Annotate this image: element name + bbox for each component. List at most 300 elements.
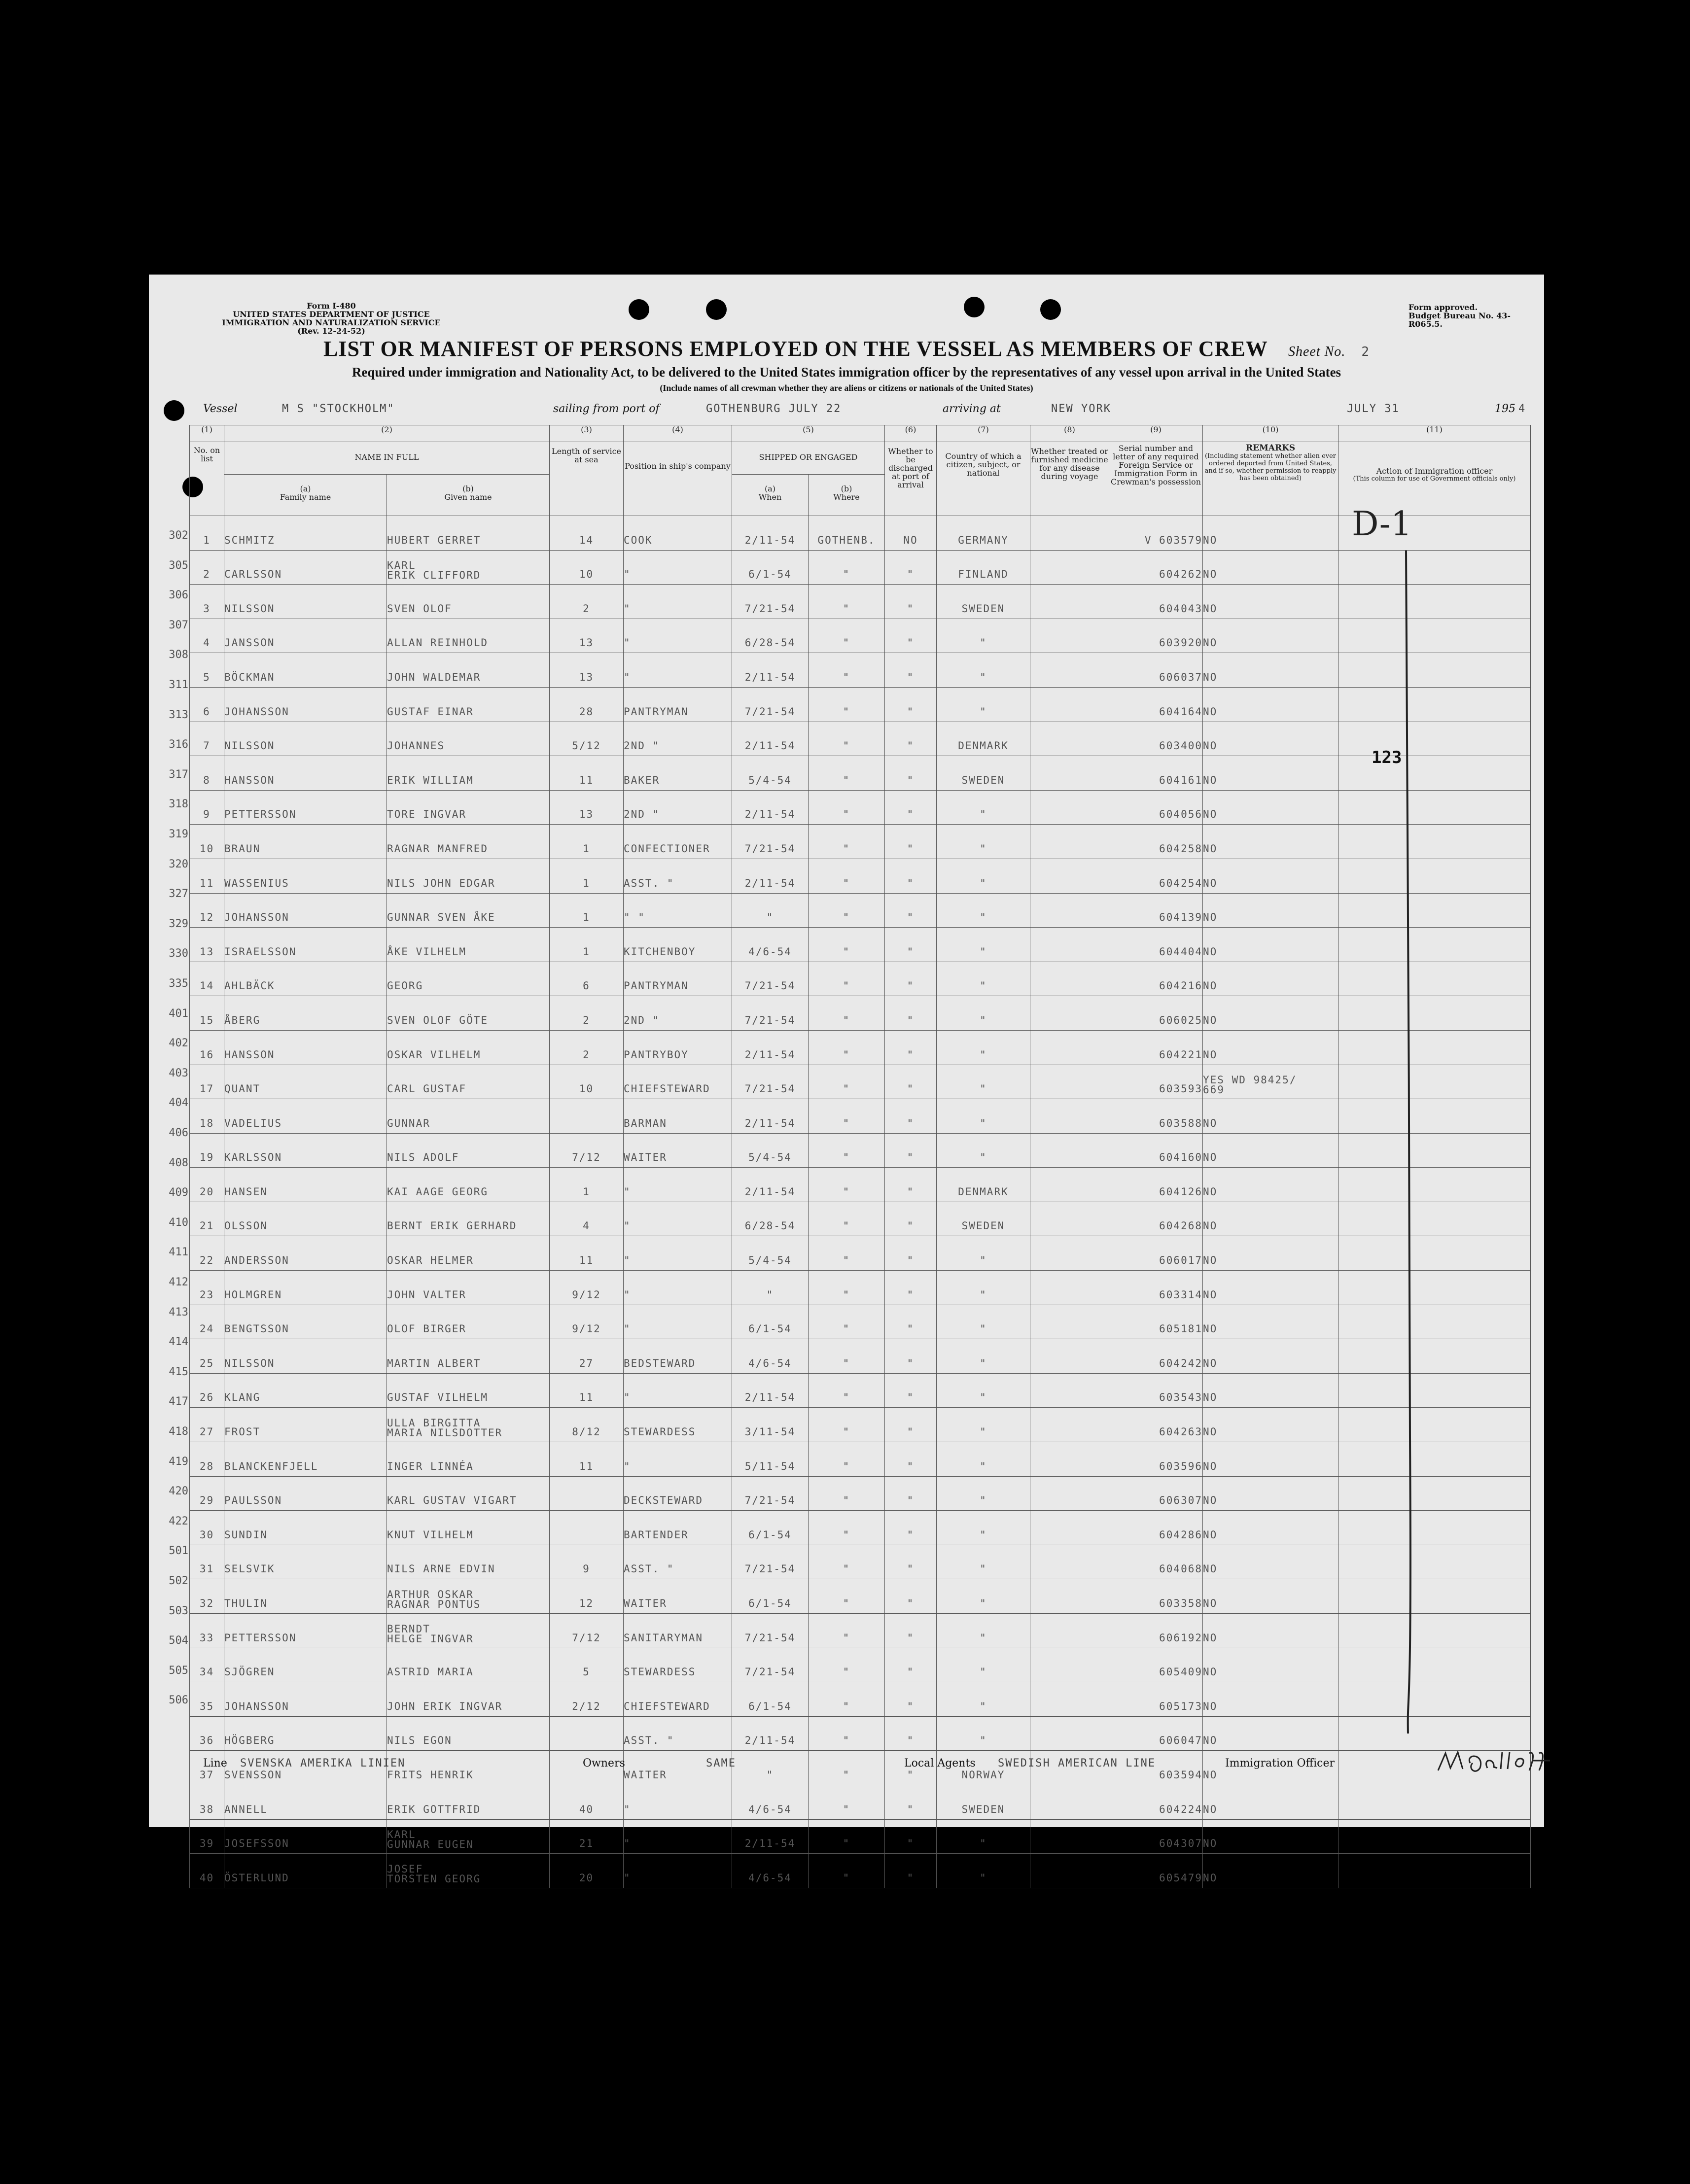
service: IMMIGRATION AND NATURALIZATION SERVICE xyxy=(222,318,441,327)
row-number-cell: 33 xyxy=(190,1614,224,1648)
serial-number-cell: 604160 xyxy=(1109,1133,1203,1168)
position-header: Position in ship's company xyxy=(624,442,732,516)
length-of-service-cell: 4 xyxy=(550,1202,624,1236)
position-cell: DECKSTEWARD xyxy=(624,1476,732,1511)
position-cell: BAKER xyxy=(624,756,732,791)
shipped-where-cell: " xyxy=(809,859,885,893)
row-number-cell: 30 xyxy=(190,1511,224,1545)
action-cell xyxy=(1338,859,1531,893)
remarks-cell: NO xyxy=(1203,756,1338,791)
col-num: (9) xyxy=(1109,425,1203,442)
shipped-when-cell: 2/11-54 xyxy=(732,1373,809,1408)
line-name: SVENSKA AMERIKA LINIEN xyxy=(240,1757,406,1769)
treated-cell xyxy=(1030,1339,1109,1374)
serial-number-cell: 605409 xyxy=(1109,1648,1203,1682)
remarks-cell: NO xyxy=(1203,1133,1338,1168)
given-name-cell: GEORG xyxy=(387,962,550,996)
remarks-cell: NO xyxy=(1203,1030,1338,1065)
country-cell: " xyxy=(937,859,1030,893)
action-cell xyxy=(1338,1065,1531,1099)
sailing-label: sailing from port of xyxy=(553,403,660,415)
row-number-cell: 1 xyxy=(190,516,224,551)
action-cell xyxy=(1338,687,1531,722)
family-name-cell: ANNELL xyxy=(224,1785,387,1819)
shipped-where-cell: " xyxy=(809,1133,885,1168)
table-row xyxy=(190,1682,1531,1717)
family-name-cell: JOHANSSON xyxy=(224,893,387,928)
treated-cell xyxy=(1030,1511,1109,1545)
treated-cell xyxy=(1030,1682,1109,1717)
shipped-where-cell: " xyxy=(809,1271,885,1305)
action-cell xyxy=(1338,585,1531,619)
shipped-where-cell: " xyxy=(809,1168,885,1202)
given-name-cell: KARL ERIK CLIFFORD xyxy=(387,550,550,585)
length-of-service-cell: 1 xyxy=(550,825,624,859)
given-name-cell: ALLAN REINHOLD xyxy=(387,619,550,653)
family-name-cell: JOHANSSON xyxy=(224,1682,387,1717)
family-name-cell: PETTERSSON xyxy=(224,790,387,825)
shipped-when-cell: 6/1-54 xyxy=(732,1682,809,1717)
family-name-cell: PAULSSON xyxy=(224,1476,387,1511)
country-cell: " xyxy=(937,1819,1030,1854)
remarks-cell: NO xyxy=(1203,653,1338,688)
action-cell xyxy=(1338,1408,1531,1442)
family-name-cell: SELSVIK xyxy=(224,1545,387,1579)
family-name-cell: KLANG xyxy=(224,1373,387,1408)
row-number-cell: 5 xyxy=(190,653,224,688)
remarks-cell: NO xyxy=(1203,687,1338,722)
given-name-cell: GUNNAR xyxy=(387,1099,550,1134)
serial-number-cell: 604221 xyxy=(1109,1030,1203,1065)
vessel-name: M S "STOCKHOLM" xyxy=(282,403,395,415)
position-cell: CHIEFSTEWARD xyxy=(624,1065,732,1099)
shipped-where-cell: " xyxy=(809,1614,885,1648)
family-name-cell: KARLSSON xyxy=(224,1133,387,1168)
treated-cell xyxy=(1030,1236,1109,1271)
given-name-cell: OSKAR HELMER xyxy=(387,1236,550,1271)
table-row xyxy=(190,928,1531,962)
country-cell: " xyxy=(937,1373,1030,1408)
treated-cell xyxy=(1030,962,1109,996)
country-header: Country of which a citizen, subject, or national xyxy=(937,442,1030,516)
shipped-when-cell: 6/28-54 xyxy=(732,619,809,653)
margin-number: 318 xyxy=(169,798,188,811)
row-number-cell: 3 xyxy=(190,585,224,619)
table-row xyxy=(190,1305,1531,1339)
length-of-service-cell xyxy=(550,1099,624,1134)
position-cell: " xyxy=(624,1442,732,1477)
serial-number-cell: 605173 xyxy=(1109,1682,1203,1717)
shipped-where-cell: " xyxy=(809,1476,885,1511)
remarks-cell: NO xyxy=(1203,928,1338,962)
row-number-cell: 29 xyxy=(190,1476,224,1511)
shipped-when-cell: 2/11-54 xyxy=(732,1168,809,1202)
shipped-when-cell: " xyxy=(732,1271,809,1305)
given-name-cell: ARTHUR OSKAR RAGNAR PONTUS xyxy=(387,1579,550,1614)
serial-number-cell: 603314 xyxy=(1109,1271,1203,1305)
family-name-cell: JANSSON xyxy=(224,619,387,653)
table-row xyxy=(190,1236,1531,1271)
shipped-where-cell: " xyxy=(809,550,885,585)
shipped-when-cell: 7/21-54 xyxy=(732,996,809,1031)
remarks-cell: NO xyxy=(1203,1579,1338,1614)
serial-number-cell: V 603579 xyxy=(1109,516,1203,551)
country-cell: " xyxy=(937,1408,1030,1442)
treated-cell xyxy=(1030,996,1109,1031)
shipped-when-cell: 7/21-54 xyxy=(732,1648,809,1682)
shipped-where-cell: " xyxy=(809,996,885,1031)
remarks-cell: NO xyxy=(1203,1648,1338,1682)
length-of-service-cell: 9/12 xyxy=(550,1305,624,1339)
given-name-cell: GUSTAF VILHELM xyxy=(387,1373,550,1408)
margin-number: 317 xyxy=(169,768,188,781)
table-row xyxy=(190,1133,1531,1168)
treated-cell xyxy=(1030,516,1109,551)
given-name-cell: ASTRID MARIA xyxy=(387,1648,550,1682)
shipped-where-cell: " xyxy=(809,1030,885,1065)
serial-number-cell: 603596 xyxy=(1109,1442,1203,1477)
length-of-service-cell: 2 xyxy=(550,585,624,619)
table-row xyxy=(190,1614,1531,1648)
table-row xyxy=(190,1545,1531,1579)
family-name-cell: SVENSSON xyxy=(224,1751,387,1785)
country-cell: " xyxy=(937,1305,1030,1339)
shipped-where-cell: " xyxy=(809,1545,885,1579)
row-number-cell: 28 xyxy=(190,1442,224,1477)
table-row xyxy=(190,1339,1531,1374)
revision: (Rev. 12-24-52) xyxy=(297,326,365,336)
country-cell: " xyxy=(937,1854,1030,1888)
remarks-cell: NO xyxy=(1203,859,1338,893)
country-cell: " xyxy=(937,962,1030,996)
discharged-cell: " xyxy=(885,1819,937,1854)
family-name-cell: HANSEN xyxy=(224,1168,387,1202)
arrival-date: JULY 31 xyxy=(1347,403,1400,415)
row-number-cell: 27 xyxy=(190,1408,224,1442)
remarks-cell: NO xyxy=(1203,1682,1338,1717)
position-cell: " xyxy=(624,1236,732,1271)
action-cell xyxy=(1338,1236,1531,1271)
row-number-cell: 35 xyxy=(190,1682,224,1717)
shipped-when-cell: 6/1-54 xyxy=(732,1511,809,1545)
position-cell: KITCHENBOY xyxy=(624,928,732,962)
column-numbers xyxy=(190,425,1531,442)
where-sub-letter: (b) xyxy=(841,484,852,493)
remarks-sub: (Including statement whether alien ever ordered deported from United States, and if so, whether permission to reapply has been obtained) xyxy=(1204,452,1337,482)
given-name-cell: FRITS HENRIK xyxy=(387,1751,550,1785)
remarks-cell: NO xyxy=(1203,1854,1338,1888)
margin-number: 313 xyxy=(169,708,188,721)
shipped-when-cell: " xyxy=(732,893,809,928)
year-prefix: 195 xyxy=(1495,403,1515,415)
action-cell xyxy=(1338,1442,1531,1477)
margin-number: 419 xyxy=(169,1455,188,1468)
country-cell: DENMARK xyxy=(937,1168,1030,1202)
owners-name: SAME xyxy=(706,1757,736,1769)
length-of-service-cell: 5/12 xyxy=(550,722,624,756)
discharged-cell: " xyxy=(885,1579,937,1614)
length-of-service-cell: 13 xyxy=(550,790,624,825)
serial-number-cell: 604242 xyxy=(1109,1339,1203,1374)
given-name-cell: CARL GUSTAF xyxy=(387,1065,550,1099)
table-row xyxy=(190,1854,1531,1888)
shipped-when-cell: 2/11-54 xyxy=(732,1819,809,1854)
discharged-cell: " xyxy=(885,1305,937,1339)
given-name-cell: NILS ADOLF xyxy=(387,1133,550,1168)
shipped-where-cell: " xyxy=(809,893,885,928)
discharged-cell: " xyxy=(885,1854,937,1888)
discharged-cell: " xyxy=(885,1442,937,1477)
given-name-cell: ERIK GOTTFRID xyxy=(387,1785,550,1819)
country-cell: " xyxy=(937,1442,1030,1477)
action-cell xyxy=(1338,996,1531,1031)
length-of-service-cell: 20 xyxy=(550,1854,624,1888)
length-of-service-cell: 1 xyxy=(550,893,624,928)
row-number-cell: 39 xyxy=(190,1819,224,1854)
remarks-cell: NO xyxy=(1203,1202,1338,1236)
treated-cell xyxy=(1030,825,1109,859)
length-of-service-cell: 10 xyxy=(550,550,624,585)
given-name-cell: ULLA BIRGITTA MARIA NILSDOTTER xyxy=(387,1408,550,1442)
treated-cell xyxy=(1030,1305,1109,1339)
margin-number: 311 xyxy=(169,679,188,691)
margin-number: 418 xyxy=(169,1425,188,1438)
remarks-header xyxy=(1203,442,1338,516)
country-cell: " xyxy=(937,1648,1030,1682)
position-cell: " " xyxy=(624,893,732,928)
family-name-cell: HANSSON xyxy=(224,756,387,791)
shipped-where-cell: " xyxy=(809,619,885,653)
col-num: (8) xyxy=(1030,425,1109,442)
shipped-where-cell: " xyxy=(809,1785,885,1819)
family-name-cell: SJÖGREN xyxy=(224,1648,387,1682)
table-row xyxy=(190,1030,1531,1065)
family-name-cell: ÅBERG xyxy=(224,996,387,1031)
margin-number: 413 xyxy=(169,1306,188,1318)
margin-number: 506 xyxy=(169,1694,188,1707)
margin-number: 308 xyxy=(169,649,188,661)
discharged-cell: " xyxy=(885,893,937,928)
remarks-cell: NO xyxy=(1203,1545,1338,1579)
margin-number: 305 xyxy=(169,559,188,572)
row-number-cell: 7 xyxy=(190,722,224,756)
serial-number-cell: 604139 xyxy=(1109,893,1203,928)
row-number-cell: 13 xyxy=(190,928,224,962)
margin-number: 417 xyxy=(169,1395,188,1408)
country-cell: " xyxy=(937,619,1030,653)
serial-number-cell: 603920 xyxy=(1109,619,1203,653)
shipped-where-cell: " xyxy=(809,1854,885,1888)
given-name-cell: KARL GUSTAV VIGART xyxy=(387,1476,550,1511)
col-num: (5) xyxy=(732,425,885,442)
discharged-cell: " xyxy=(885,619,937,653)
row-number-cell: 15 xyxy=(190,996,224,1031)
length-of-service-cell: 6 xyxy=(550,962,624,996)
table-row xyxy=(190,1065,1531,1099)
discharged-cell: " xyxy=(885,996,937,1031)
position-cell: ASST. " xyxy=(624,1716,732,1751)
given-name-cell: JOHANNES xyxy=(387,722,550,756)
position-cell: BARTENDER xyxy=(624,1511,732,1545)
shipped-where-cell: " xyxy=(809,1099,885,1134)
action-cell xyxy=(1338,1819,1531,1854)
action-cell xyxy=(1338,619,1531,653)
country-cell: FINLAND xyxy=(937,550,1030,585)
length-of-service-cell: 2/12 xyxy=(550,1682,624,1717)
shipped-where-cell: " xyxy=(809,1648,885,1682)
remarks-cell: NO xyxy=(1203,1511,1338,1545)
shipped-when-cell: 7/21-54 xyxy=(732,962,809,996)
action-cell xyxy=(1338,1305,1531,1339)
given-name-cell: KNUT VILHELM xyxy=(387,1511,550,1545)
punch-hole xyxy=(964,297,985,317)
table-row xyxy=(190,1271,1531,1305)
table-row xyxy=(190,1408,1531,1442)
table-row xyxy=(190,825,1531,859)
country-cell: " xyxy=(937,1099,1030,1134)
position-cell: WAITER xyxy=(624,1133,732,1168)
action-cell xyxy=(1338,790,1531,825)
shipped-header: SHIPPED OR ENGAGED xyxy=(732,442,885,475)
length-of-service-cell: 13 xyxy=(550,653,624,688)
row-number-cell: 36 xyxy=(190,1716,224,1751)
shipped-when-cell: 7/21-54 xyxy=(732,825,809,859)
length-of-service-cell: 12 xyxy=(550,1579,624,1614)
given-name-cell: SVEN OLOF xyxy=(387,585,550,619)
country-cell: " xyxy=(937,1065,1030,1099)
length-of-service-cell xyxy=(550,1716,624,1751)
table-row xyxy=(190,1819,1531,1854)
length-of-service-cell: 7/12 xyxy=(550,1133,624,1168)
action-cell xyxy=(1338,1716,1531,1751)
action-title: Action of Immigration officer xyxy=(1376,466,1493,476)
discharged-cell: " xyxy=(885,687,937,722)
agents-label: Local Agents xyxy=(904,1757,976,1769)
country-cell: SWEDEN xyxy=(937,1785,1030,1819)
margin-number: 306 xyxy=(169,589,188,602)
given-name-cell: INGER LINNÉA xyxy=(387,1442,550,1477)
treated-cell xyxy=(1030,1133,1109,1168)
family-name-header xyxy=(224,475,387,516)
given-name-cell: KARL GUNNAR EUGEN xyxy=(387,1819,550,1854)
position-cell: WAITER xyxy=(624,1579,732,1614)
margin-number: 319 xyxy=(169,828,188,840)
table-row xyxy=(190,1579,1531,1614)
include-note: (Include names of all crewman whether they are aliens or citizens or nationals of the United States) xyxy=(660,383,1033,393)
given-name-cell: JOSEF TORSTEN GEORG xyxy=(387,1854,550,1888)
discharged-cell: " xyxy=(885,1648,937,1682)
action-cell xyxy=(1338,550,1531,585)
country-cell: NORWAY xyxy=(937,1751,1030,1785)
agents-name: SWEDISH AMERICAN LINE xyxy=(998,1757,1156,1769)
shipped-when-cell: 5/11-54 xyxy=(732,1442,809,1477)
serial-number-cell: 604164 xyxy=(1109,687,1203,722)
given-name-cell: ÅKE VILHELM xyxy=(387,928,550,962)
family-name-cell: ISRAELSSON xyxy=(224,928,387,962)
action-cell xyxy=(1338,1854,1531,1888)
table-row xyxy=(190,1099,1531,1134)
position-cell: ASST. " xyxy=(624,1545,732,1579)
when-label: When xyxy=(758,492,782,502)
given-name-cell: SVEN OLOF GÖTE xyxy=(387,996,550,1031)
table-row xyxy=(190,996,1531,1031)
margin-number: 502 xyxy=(169,1575,188,1587)
discharged-cell: " xyxy=(885,1133,937,1168)
treated-cell xyxy=(1030,1716,1109,1751)
given-name-cell: OSKAR VILHELM xyxy=(387,1030,550,1065)
margin-number: 404 xyxy=(169,1097,188,1109)
shipped-where-cell: " xyxy=(809,1408,885,1442)
family-name-cell: QUANT xyxy=(224,1065,387,1099)
column-headers-1 xyxy=(190,442,1531,475)
position-cell: " xyxy=(624,550,732,585)
footer xyxy=(203,1757,1534,1772)
row-number-cell: 34 xyxy=(190,1648,224,1682)
family-name-cell: ÖSTERLUND xyxy=(224,1854,387,1888)
length-of-service-cell: 1 xyxy=(550,1168,624,1202)
margin-number: 316 xyxy=(169,738,188,751)
country-cell: " xyxy=(937,1545,1030,1579)
shipped-where-cell: " xyxy=(809,1511,885,1545)
serial-header: Serial number and letter of any required Foreign Service or Immigration Form in Crewman's possession xyxy=(1109,442,1203,516)
shipped-where-cell: " xyxy=(809,653,885,688)
length-of-service-cell: 8/12 xyxy=(550,1408,624,1442)
shipped-when-cell: 4/6-54 xyxy=(732,1339,809,1374)
margin-number: 501 xyxy=(169,1545,188,1558)
family-name-cell: SCHMITZ xyxy=(224,516,387,551)
shipped-when-cell: 7/21-54 xyxy=(732,585,809,619)
table-row xyxy=(190,1442,1531,1477)
margin-number: 411 xyxy=(169,1246,188,1259)
discharged-cell: " xyxy=(885,1030,937,1065)
given-name-cell: HUBERT GERRET xyxy=(387,516,550,551)
treated-cell xyxy=(1030,585,1109,619)
remarks-cell: NO xyxy=(1203,516,1338,551)
when-header xyxy=(732,475,809,516)
col-num: (6) xyxy=(885,425,937,442)
subtitle: Required under immigration and Nationality Act, to be delivered to the United States immigration officer by the representatives of any vessel upon arrival in the United States xyxy=(352,365,1341,380)
remarks-cell: NO xyxy=(1203,1236,1338,1271)
serial-number-cell: 606047 xyxy=(1109,1716,1203,1751)
length-of-service-cell: 1 xyxy=(550,928,624,962)
table-row xyxy=(190,859,1531,893)
remarks-cell: NO xyxy=(1203,1168,1338,1202)
action-cell xyxy=(1338,722,1531,756)
country-cell: " xyxy=(937,996,1030,1031)
form-approved: Form approved. xyxy=(1408,303,1478,312)
given-name-cell: JOHN WALDEMAR xyxy=(387,653,550,688)
shipped-when-cell: 6/28-54 xyxy=(732,1202,809,1236)
serial-number-cell: 605181 xyxy=(1109,1305,1203,1339)
treated-cell xyxy=(1030,893,1109,928)
serial-number-cell: 604068 xyxy=(1109,1545,1203,1579)
table-row xyxy=(190,756,1531,791)
country-cell: " xyxy=(937,1579,1030,1614)
col-num: (1) xyxy=(190,425,224,442)
position-cell: COOK xyxy=(624,516,732,551)
treated-cell xyxy=(1030,1545,1109,1579)
length-of-service-cell: 9/12 xyxy=(550,1271,624,1305)
shipped-where-cell: " xyxy=(809,928,885,962)
action-cell xyxy=(1338,1476,1531,1511)
margin-number: 401 xyxy=(169,1007,188,1020)
treated-cell xyxy=(1030,1099,1109,1134)
discharged-cell: " xyxy=(885,1511,937,1545)
table-row xyxy=(190,790,1531,825)
treated-cell xyxy=(1030,1442,1109,1477)
shipped-when-cell: 5/4-54 xyxy=(732,1236,809,1271)
table-row xyxy=(190,1716,1531,1751)
